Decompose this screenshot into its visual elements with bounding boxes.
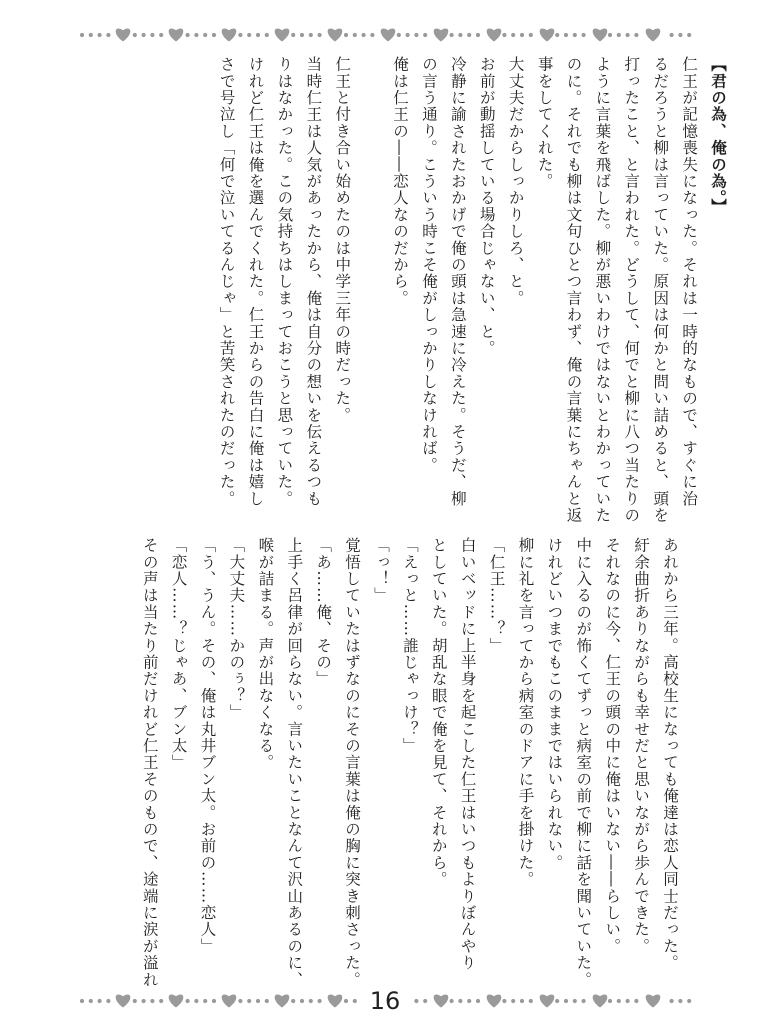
border-dot — [458, 999, 462, 1003]
text-line: ように言葉を飛ばした。柳が悪いわけではないとわかっていた — [593, 56, 612, 524]
border-dot — [414, 33, 418, 37]
border-dot — [186, 999, 190, 1003]
border-dot — [678, 33, 682, 37]
text-line: お前が動揺している場合じゃない、と。 — [477, 56, 496, 357]
heart-icon — [222, 994, 237, 1007]
border-dot — [203, 33, 207, 37]
text-line: りはなかった。この気持ちはしまっておこうと思っていた。 — [275, 56, 294, 507]
heart-icon — [116, 994, 131, 1007]
border-dot — [212, 999, 216, 1003]
border-dot — [300, 33, 304, 37]
text-line: 上手く呂律が回らない。言いたいことなんて沢山あるのに、 — [285, 537, 304, 988]
border-dot — [203, 999, 207, 1003]
border-dot — [564, 33, 568, 37]
text-line: 「大丈夫……かのぅ？」 — [227, 537, 246, 721]
border-dot — [98, 33, 102, 37]
text-line: 白いベッドに上半身を起こした仁王はいつもよりぼんやり — [458, 537, 477, 972]
border-dot — [98, 999, 102, 1003]
border-dot — [687, 33, 691, 37]
text-block-upper — [212, 56, 732, 524]
text-line: 「恋人……？じゃあ、ブン太」 — [169, 537, 188, 771]
text-line: 「っ！」 — [371, 537, 390, 604]
border-dot — [582, 999, 586, 1003]
heart-icon — [328, 994, 343, 1007]
border-dot — [318, 999, 322, 1003]
border-dot — [476, 33, 480, 37]
text-line: 冷静に諭されたおかげで俺の頭は急速に冷えた。そうだ、柳 — [448, 56, 467, 507]
border-dot — [353, 33, 357, 37]
border-dot — [582, 33, 586, 37]
border-dot — [194, 33, 198, 37]
text-line: さで号泣し「何で泣いてるんじゃ」と苦笑されたのだった。 — [217, 56, 236, 507]
border-dot — [133, 33, 137, 37]
border-dot — [247, 33, 251, 37]
border-dot — [159, 999, 163, 1003]
chapter-heading: 【君の為、俺の為。】 — [709, 56, 728, 216]
text-line: けれどいつまでもこのままではいられない。 — [545, 537, 564, 871]
text-line: 「仁王……？」 — [487, 537, 506, 654]
border-dot — [529, 33, 533, 37]
border-dot — [617, 999, 621, 1003]
text-line: 中に入るのが怖くてずっと病室の前で柳に話を聞いていた。 — [574, 537, 593, 988]
border-dot — [89, 999, 93, 1003]
border-dot — [634, 999, 638, 1003]
border-dot — [291, 33, 295, 37]
text-line: 「えっと……誰じゃっけ？」 — [400, 537, 419, 755]
heart-icon — [222, 28, 237, 41]
border-dot — [133, 999, 137, 1003]
text-line: 当時仁王は人気があったから、俺は自分の想いを伝えるつも — [304, 56, 323, 507]
page-number: 16 — [369, 987, 401, 1015]
border-dot — [529, 999, 533, 1003]
heart-icon — [381, 28, 396, 41]
border-dot — [291, 999, 295, 1003]
border-dot — [186, 33, 190, 37]
border-dot — [142, 33, 146, 37]
border-dot — [502, 33, 506, 37]
heart-icon — [275, 994, 290, 1007]
border-dot — [423, 33, 427, 37]
heart-icon — [540, 994, 555, 1007]
text-line: としていた。胡乱な眼で俺を見て、それから。 — [429, 537, 448, 888]
border-dot — [467, 33, 471, 37]
border-dot — [617, 33, 621, 37]
border-dot — [626, 999, 630, 1003]
heart-icon — [275, 28, 290, 41]
text-line: 紆余曲折ありながらも幸せだと思いながら歩んできた。 — [632, 537, 651, 955]
text-line: 覚悟していたはずなのにその言葉は俺の胸に突き刺さった。 — [343, 537, 362, 988]
heart-icon — [116, 28, 131, 41]
border-dot — [212, 33, 216, 37]
border-dot — [309, 999, 313, 1003]
border-dot — [344, 33, 348, 37]
heart-icon — [487, 28, 502, 41]
heart-icon — [169, 28, 184, 41]
blank-line — [356, 56, 385, 496]
border-dot — [344, 999, 348, 1003]
border-dot — [555, 999, 559, 1003]
text-line: 「う、うん。その、俺は丸井ブン太。お前の……恋人」 — [198, 537, 217, 955]
border-dot — [106, 999, 110, 1003]
border-dot — [106, 33, 110, 37]
text-line: その声は当たり前だけれど仁王そのもので、途端に涙が溢れ — [140, 537, 159, 988]
text-line: 仁王が記憶喪失になった。それは一時的なもので、すぐに治 — [680, 56, 699, 507]
border-dot — [150, 999, 154, 1003]
border-dot — [450, 33, 454, 37]
border-dot — [80, 33, 84, 37]
border-dot — [670, 33, 674, 37]
heart-icon — [487, 994, 502, 1007]
border-dot — [238, 999, 242, 1003]
border-dot — [247, 999, 251, 1003]
text-line: あれから三年。高校生になっても俺達は恋人同士だった。 — [661, 537, 679, 972]
border-dot — [265, 999, 269, 1003]
border-dot — [520, 999, 524, 1003]
heart-icon — [646, 28, 661, 41]
heart-icon — [434, 28, 449, 41]
border-dot — [458, 33, 462, 37]
border-dot — [256, 999, 260, 1003]
border-dot — [89, 33, 93, 37]
border-dot — [256, 33, 260, 37]
border-dot — [687, 999, 691, 1003]
border-dot — [370, 33, 374, 37]
border-dot — [608, 33, 612, 37]
border-dot — [520, 33, 524, 37]
border-dot — [511, 999, 515, 1003]
text-block-lower — [135, 537, 684, 988]
text-line: 「あ……俺、その」 — [314, 537, 333, 688]
border-dot — [309, 33, 313, 37]
border-dot — [194, 999, 198, 1003]
heart-icon — [434, 994, 449, 1007]
text-line: 仁王と付き合い始めたのは中学三年の時だった。 — [333, 56, 352, 424]
heart-icon — [646, 994, 661, 1007]
text-line: るだろうと柳は言っていた。原因は何かと問い詰めると、頭を — [651, 56, 670, 524]
heart-icon — [540, 28, 555, 41]
heart-icon — [328, 28, 343, 41]
heart-icon — [169, 994, 184, 1007]
border-dot — [476, 999, 480, 1003]
decorative-border-top — [70, 20, 700, 50]
border-dot — [159, 33, 163, 37]
border-dot — [564, 999, 568, 1003]
border-dot — [406, 33, 410, 37]
border-dot — [670, 999, 674, 1003]
border-dot — [573, 33, 577, 37]
text-line: のに。それでも柳は文句ひとつ言わず、俺の言葉にちゃんと返 — [564, 56, 583, 524]
border-dot — [397, 33, 401, 37]
border-dot — [80, 999, 84, 1003]
border-dot — [150, 33, 154, 37]
text-line: それなのに今、仁王の頭の中に俺はいない――らしい。 — [603, 537, 622, 955]
text-line: 喉が詰まる。声が出なくなる。 — [256, 537, 275, 771]
border-dot — [634, 33, 638, 37]
heart-icon — [593, 994, 608, 1007]
border-dot — [318, 33, 322, 37]
border-dot — [423, 999, 427, 1003]
border-dot — [300, 999, 304, 1003]
heart-icon — [593, 28, 608, 41]
border-dot — [608, 999, 612, 1003]
text-line: 大丈夫だからしっかりしろ、と。 — [506, 56, 525, 307]
text-line: 柳に礼を言ってから病室のドアに手を掛けた。 — [516, 537, 535, 888]
border-dot — [142, 999, 146, 1003]
border-dot — [511, 33, 515, 37]
border-dot — [573, 999, 577, 1003]
text-line: 打ったこと、と言われた。どうして、何でと柳に八つ当たりの — [622, 56, 641, 524]
border-dot — [467, 999, 471, 1003]
border-dot — [678, 999, 682, 1003]
border-dot — [450, 999, 454, 1003]
border-dot — [238, 33, 242, 37]
border-dot — [265, 33, 269, 37]
text-line: 事をしてくれた。 — [535, 56, 554, 190]
text-line: けれど仁王は俺を選んでくれた。仁王からの告白に俺は嬉し — [246, 56, 265, 507]
text-line: 俺は仁王の――恋人なのだから。 — [391, 56, 410, 307]
border-dot — [502, 999, 506, 1003]
text-line: の言う通り。こういう時こそ俺がしっかりしなければ。 — [419, 56, 438, 474]
border-dot — [626, 33, 630, 37]
border-dot — [555, 33, 559, 37]
border-dot — [362, 33, 366, 37]
